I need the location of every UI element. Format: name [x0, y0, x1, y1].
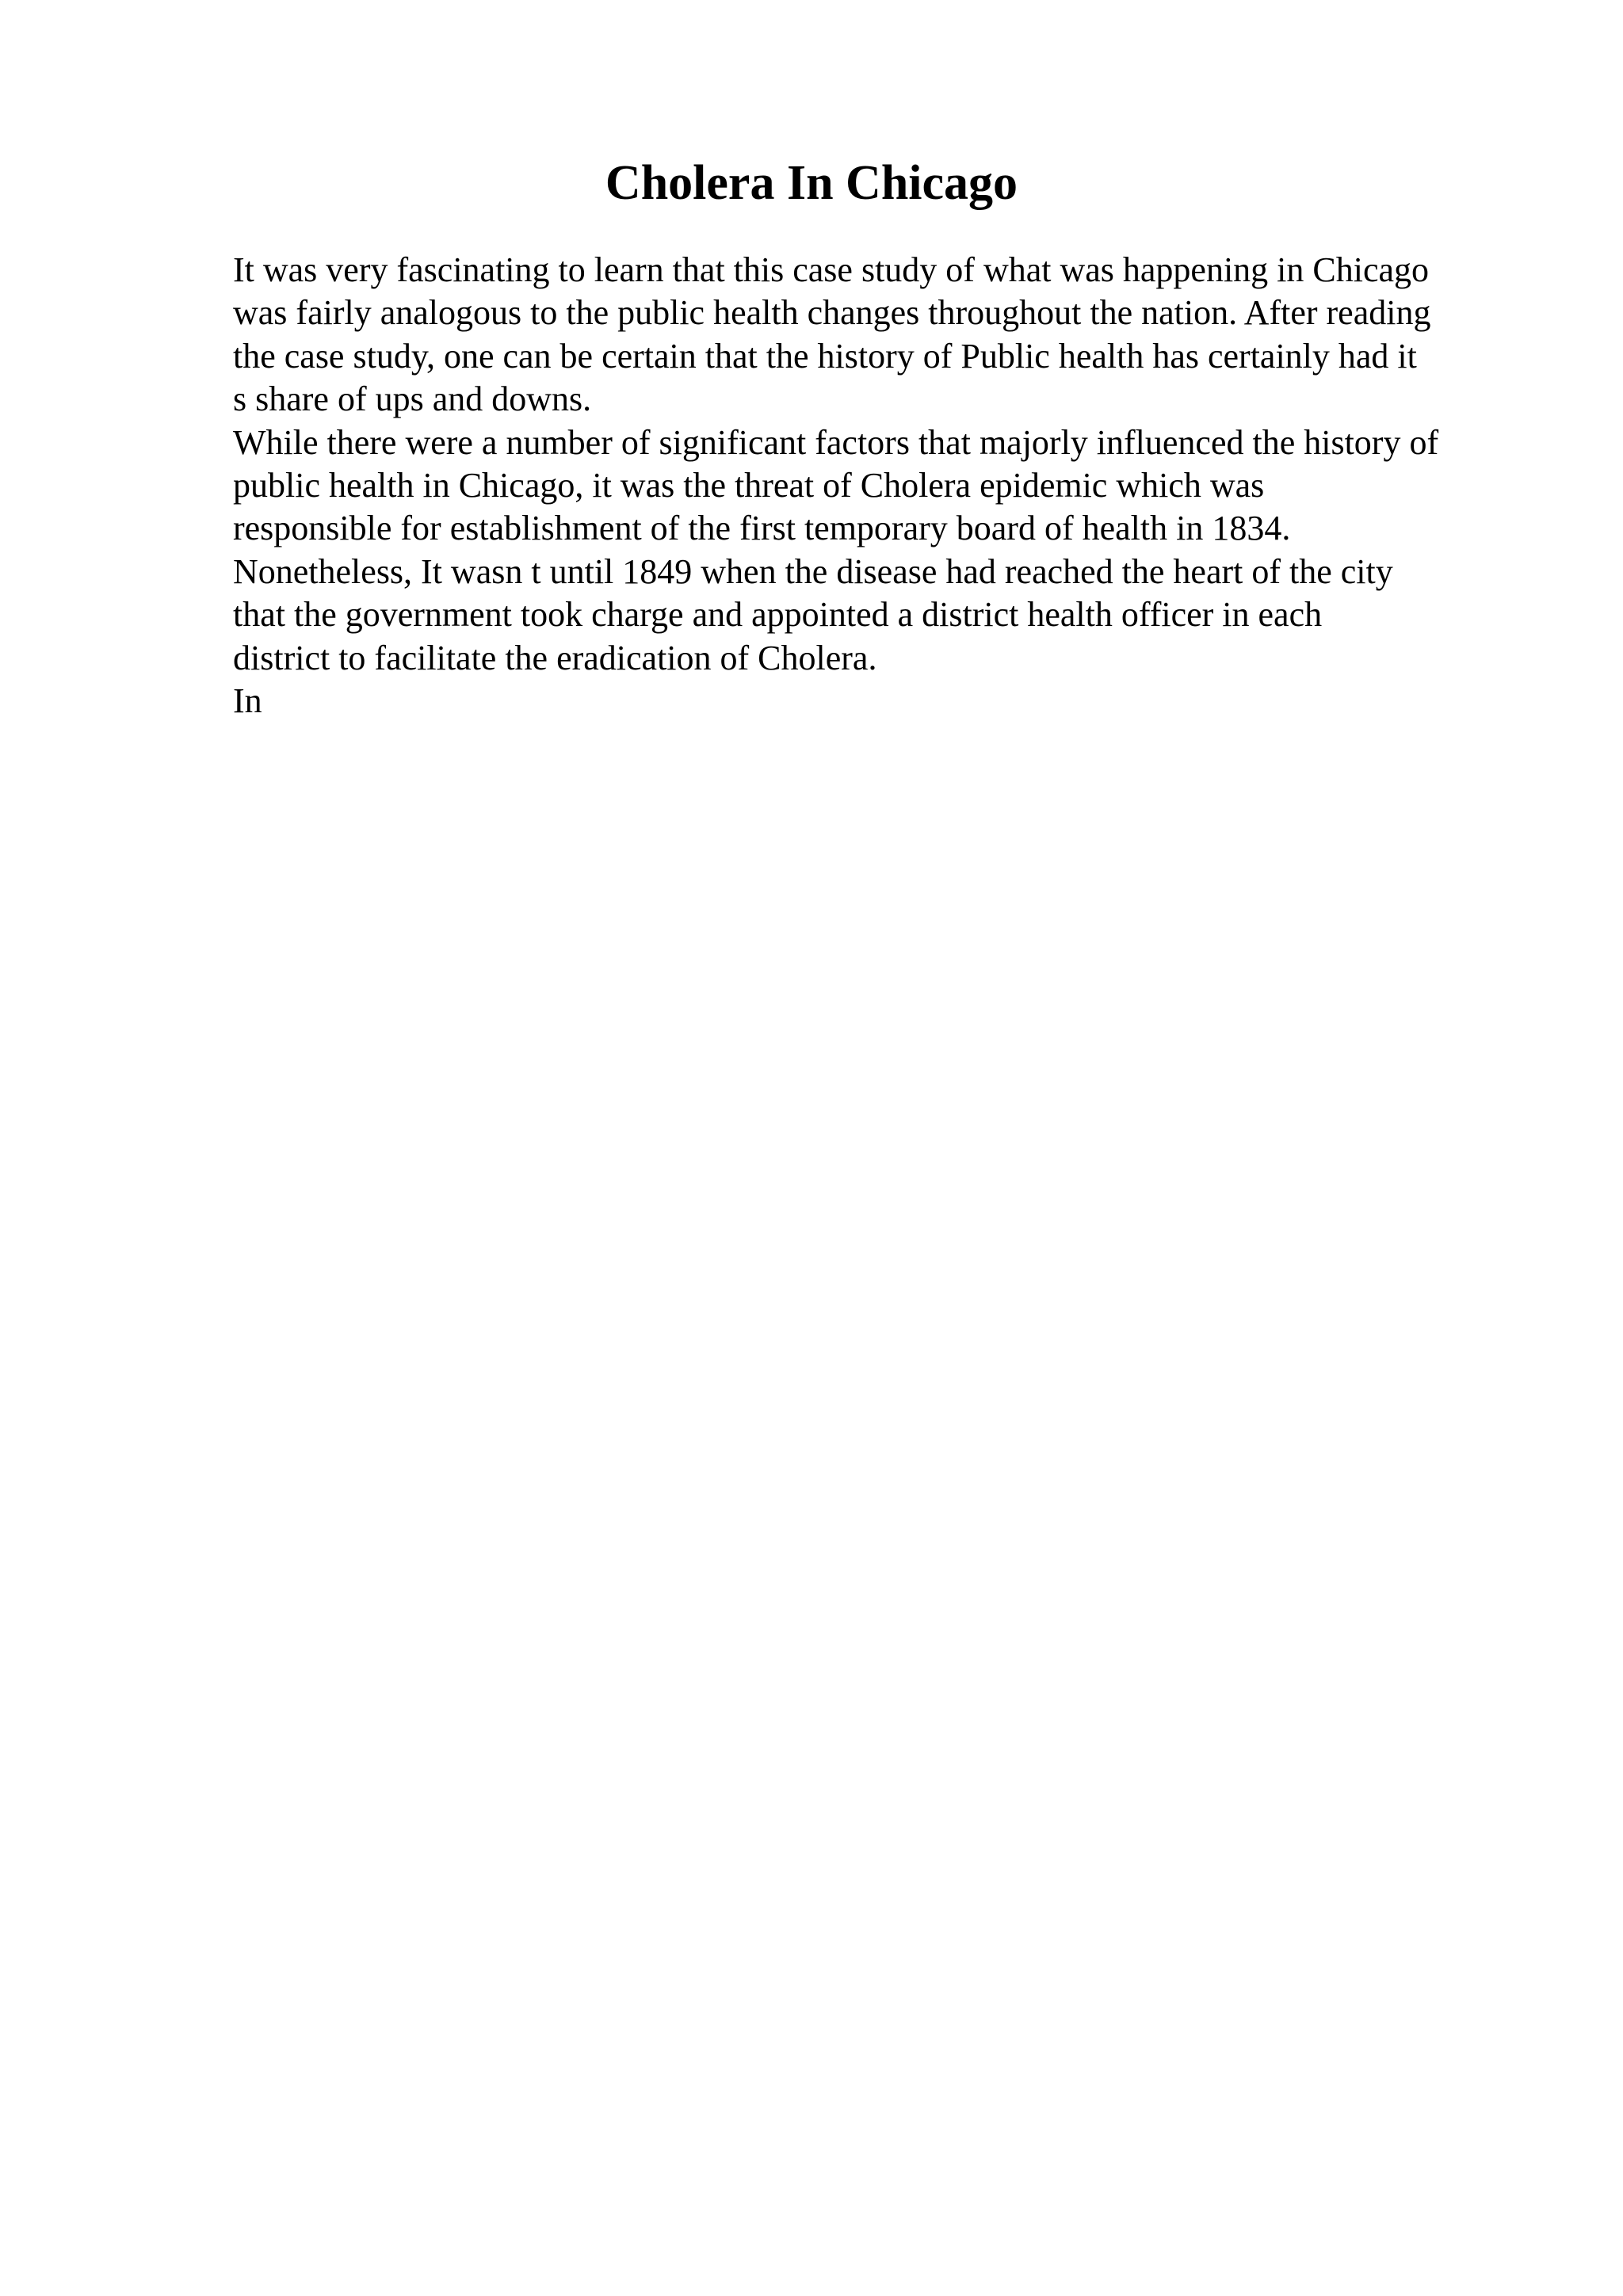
body-line-3: the case study, one can be certain that the history of Public health has certainly had it: [233, 336, 1417, 376]
body-line-5: While there were a number of significant factors that majorly influenced the history of: [233, 422, 1439, 462]
body-line-1: It was very fascinating to learn that this case study of what was happening in Chicago: [233, 250, 1430, 289]
body-line-6: public health in Chicago, it was the threat of Cholera epidemic which was: [233, 466, 1265, 505]
body-line-4: s share of ups and downs.: [233, 379, 592, 419]
body-line-8: Nonetheless, It wasn t until 1849 when the disease had reached the heart of the city: [233, 551, 1393, 591]
body-line-11: In: [233, 681, 262, 721]
body-line-10: district to facilitate the eradication of Cholera.: [233, 638, 877, 677]
body-line-2: was fairly analogous to the public health changes throughout the nation. After reading: [233, 293, 1431, 333]
body-line-7: responsible for establishment of the first temporary board of health in 1834.: [233, 509, 1291, 548]
document-body: [233, 249, 1580, 723]
document-title: Cholera In Chicago: [605, 156, 1018, 210]
body-line-9: that the government took charge and appointed a district health officer in each: [233, 595, 1323, 635]
